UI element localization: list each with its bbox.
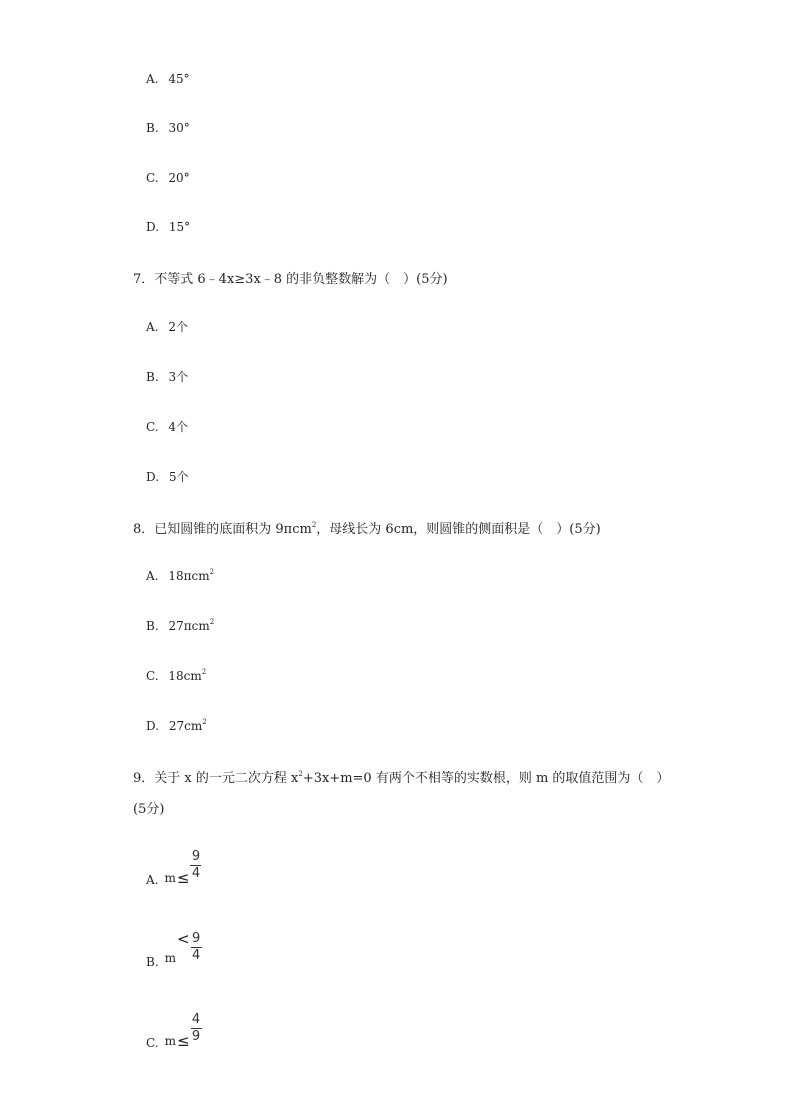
option-letter: A. bbox=[146, 569, 159, 583]
variable: m bbox=[164, 871, 176, 885]
option-b bbox=[146, 368, 188, 385]
option-text: 3个 bbox=[168, 370, 189, 384]
relation-symbol: ≤ bbox=[176, 1032, 190, 1050]
option-a bbox=[146, 318, 188, 335]
option-a bbox=[146, 72, 190, 86]
option-b bbox=[146, 932, 202, 969]
question-7-stem: 7．不等式 6﹣4x≥3x﹣8 的非负整数解为（ ）(5分) bbox=[133, 272, 448, 287]
numerator: 4 bbox=[191, 1012, 201, 1027]
denominator: 9 bbox=[191, 1029, 201, 1044]
option-text: 27cm bbox=[168, 719, 203, 733]
superscript: 2 bbox=[311, 521, 317, 529]
option-text: 30° bbox=[168, 121, 190, 135]
option-text: 20° bbox=[168, 171, 190, 185]
fraction bbox=[191, 1013, 202, 1044]
denominator: 4 bbox=[191, 948, 201, 963]
fraction bbox=[191, 932, 202, 963]
option-letter: C. bbox=[146, 669, 159, 683]
numerator: 9 bbox=[191, 849, 201, 864]
question-9-score: (5分) bbox=[133, 802, 165, 817]
option-letter: D. bbox=[146, 470, 160, 484]
superscript: 2 bbox=[209, 618, 215, 626]
stem-text: 8．已知圆锥的底面积为 9πcm bbox=[133, 522, 312, 537]
superscript: 2 bbox=[202, 718, 207, 726]
option-d bbox=[146, 468, 188, 485]
fraction bbox=[190, 850, 201, 881]
numerator: 9 bbox=[191, 931, 201, 946]
denominator: 4 bbox=[191, 866, 201, 881]
option-c bbox=[146, 1013, 202, 1050]
option-d bbox=[146, 220, 190, 234]
variable: m bbox=[164, 951, 177, 965]
stem-text: ，母线长为 6cm，则圆锥的侧面积是（ ）(5分) bbox=[316, 522, 601, 537]
option-letter: A. bbox=[146, 72, 159, 86]
option-b bbox=[146, 619, 214, 633]
option-text: 2个 bbox=[168, 320, 188, 334]
option-a bbox=[146, 569, 214, 583]
option-text: 5个 bbox=[168, 470, 189, 484]
option-text: 18πcm bbox=[168, 569, 210, 583]
superscript: 2 bbox=[201, 668, 207, 676]
question-8-stem bbox=[133, 518, 601, 537]
option-text: 27πcm bbox=[168, 619, 210, 633]
option-c bbox=[146, 171, 190, 185]
option-d bbox=[146, 719, 207, 733]
option-text: 4个 bbox=[168, 420, 189, 434]
option-letter: B. bbox=[146, 370, 159, 384]
stem-text: 9．关于 x 的一元二次方程 x bbox=[133, 771, 299, 786]
option-c bbox=[146, 669, 206, 683]
stem-text: +3x+m=0 有两个不相等的实数根，则 m 的取值范围为（ ） bbox=[302, 771, 670, 786]
option-b bbox=[146, 121, 190, 135]
option-text: 45° bbox=[168, 72, 190, 86]
relation-symbol: ≤ bbox=[176, 869, 190, 887]
option-letter: D. bbox=[146, 220, 160, 234]
superscript: 2 bbox=[298, 770, 303, 778]
option-letter: B. bbox=[146, 955, 159, 969]
option-a bbox=[146, 850, 201, 887]
relation-symbol: < bbox=[177, 930, 190, 948]
option-letter: B. bbox=[146, 121, 159, 135]
option-letter: A. bbox=[146, 873, 159, 887]
superscript: 2 bbox=[209, 568, 215, 576]
option-letter: D. bbox=[146, 719, 160, 733]
question-9-stem bbox=[133, 767, 669, 786]
option-letter: C. bbox=[146, 420, 159, 434]
option-letter: C. bbox=[146, 1036, 159, 1050]
option-letter: C. bbox=[146, 171, 159, 185]
variable: m bbox=[164, 1034, 176, 1048]
option-letter: B. bbox=[146, 619, 159, 633]
option-text: 15° bbox=[168, 220, 191, 234]
option-text: 18cm bbox=[168, 669, 202, 683]
option-letter: A. bbox=[146, 320, 159, 334]
option-c bbox=[146, 418, 188, 435]
